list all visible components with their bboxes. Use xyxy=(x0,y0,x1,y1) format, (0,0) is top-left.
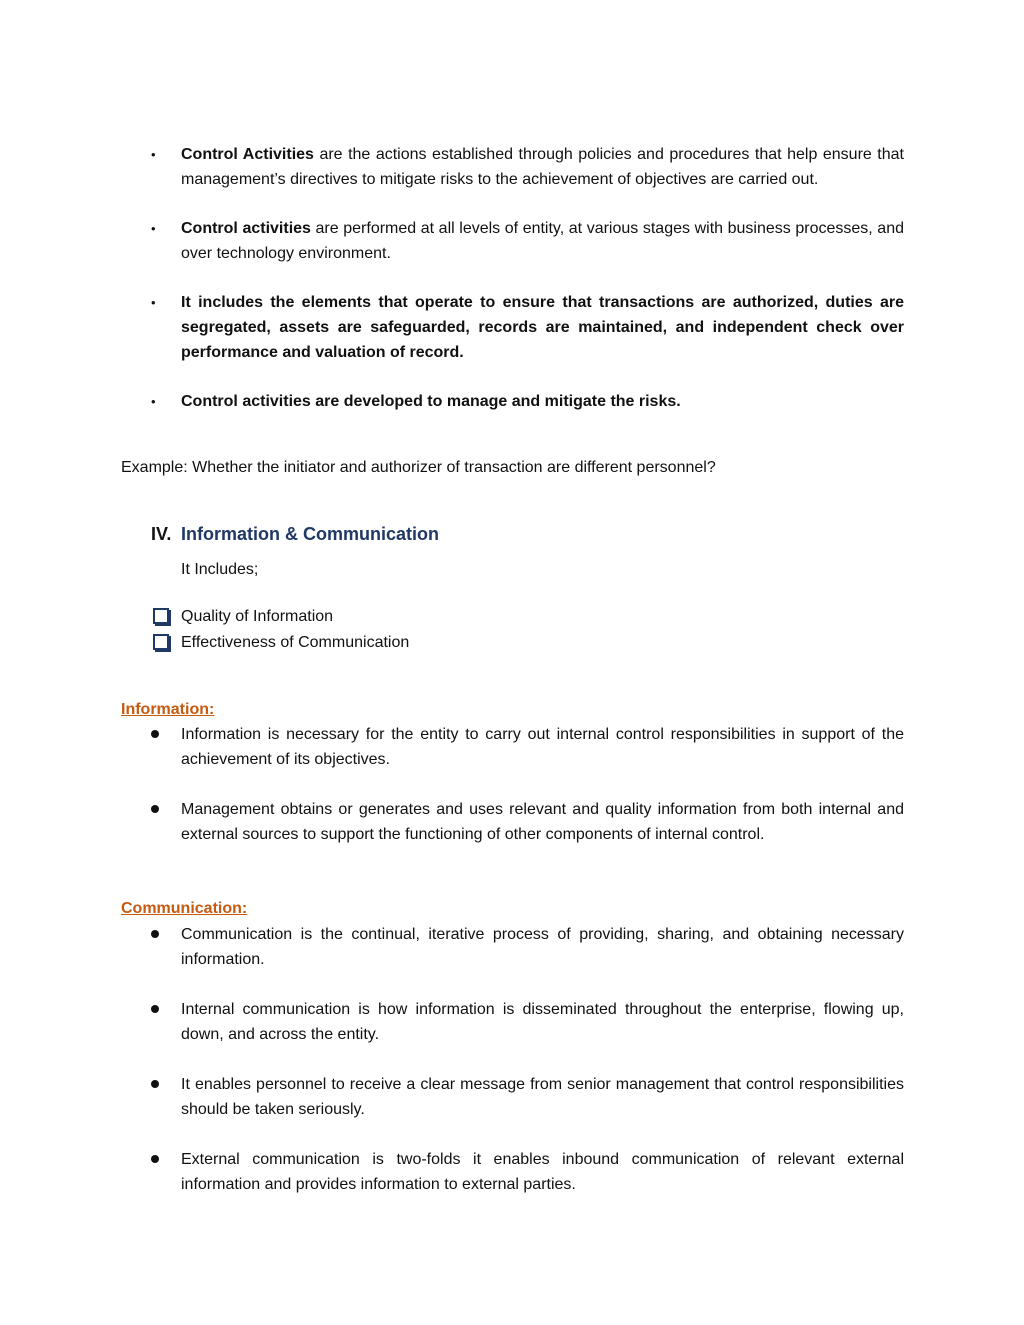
control-bullet-3 xyxy=(181,290,904,365)
bullet-dot-icon xyxy=(151,930,159,938)
communication-bullet-4: External communication is two-folds it enables inbound communication of relevant external information and provides information to external parties. xyxy=(181,1151,904,1193)
bullet-marker: • xyxy=(151,147,156,162)
bullet-dot-icon xyxy=(151,1005,159,1013)
bullet-dot-icon xyxy=(151,805,159,813)
example-text: Example: Whether the initiator and authorizer of transaction are different personnel? xyxy=(121,459,716,476)
information-bullet-1: Information is necessary for the entity to carry out internal control responsibilities in support of the achievement of its objectives. xyxy=(181,726,904,768)
information-heading: Information: xyxy=(121,701,215,718)
checkbox-icon xyxy=(153,634,169,650)
checkbox-icon xyxy=(153,608,169,624)
control-bullet-2-bold: Control activities xyxy=(181,220,311,237)
checklist-label: Effectiveness of Communication xyxy=(181,634,410,651)
section-title: Information & Communication xyxy=(181,524,439,544)
communication-heading: Communication: xyxy=(121,900,248,917)
communication-bullet-1: Communication is the continual, iterative process of providing, sharing, and obtaining necessary information. xyxy=(181,926,904,968)
bullet-marker: • xyxy=(151,295,156,310)
bullet-dot-icon xyxy=(151,730,159,738)
bullet-dot-icon xyxy=(151,1155,159,1163)
control-bullet-1-text: are the actions established through policies and procedures that help ensure that management’s directives to mitigate risks to the achievement of objectives are carried out. xyxy=(181,146,904,188)
bullet-dot-icon xyxy=(151,1080,159,1088)
control-bullet-4 xyxy=(181,389,904,414)
bullet-marker: • xyxy=(151,394,156,409)
control-bullet-1 xyxy=(181,142,904,192)
communication-bullet-2: Internal communication is how information is disseminated throughout the enterprise, flowing up, down, and across the entity. xyxy=(181,1001,904,1043)
control-bullet-2-text: are performed at all levels of entity, at various stages with business processes, and over technology environment. xyxy=(181,220,905,262)
control-bullet-3-bold: It includes the elements that operate to ensure that transactions are authorized, duties are segregated, assets are safeguarded, records are maintained, and independent check over performance and valuation of record. xyxy=(181,294,904,361)
control-bullet-4-bold: Control activities are developed to manage and mitigate the risks. xyxy=(181,393,681,410)
communication-bullet-3: It enables personnel to receive a clear message from senior management that control responsibilities should be taken seriously. xyxy=(181,1076,904,1118)
checklist-label: Quality of Information xyxy=(181,608,334,625)
bullet-marker: • xyxy=(151,221,156,236)
section-number: IV. xyxy=(151,524,172,544)
information-bullet-2: Management obtains or generates and uses relevant and quality information from both internal and external sources to support the functioning of other components of internal control. xyxy=(181,801,904,843)
section-intro: It Includes; xyxy=(181,561,259,578)
control-bullet-2 xyxy=(181,216,904,266)
control-bullet-1-bold: Control Activities xyxy=(181,146,314,163)
